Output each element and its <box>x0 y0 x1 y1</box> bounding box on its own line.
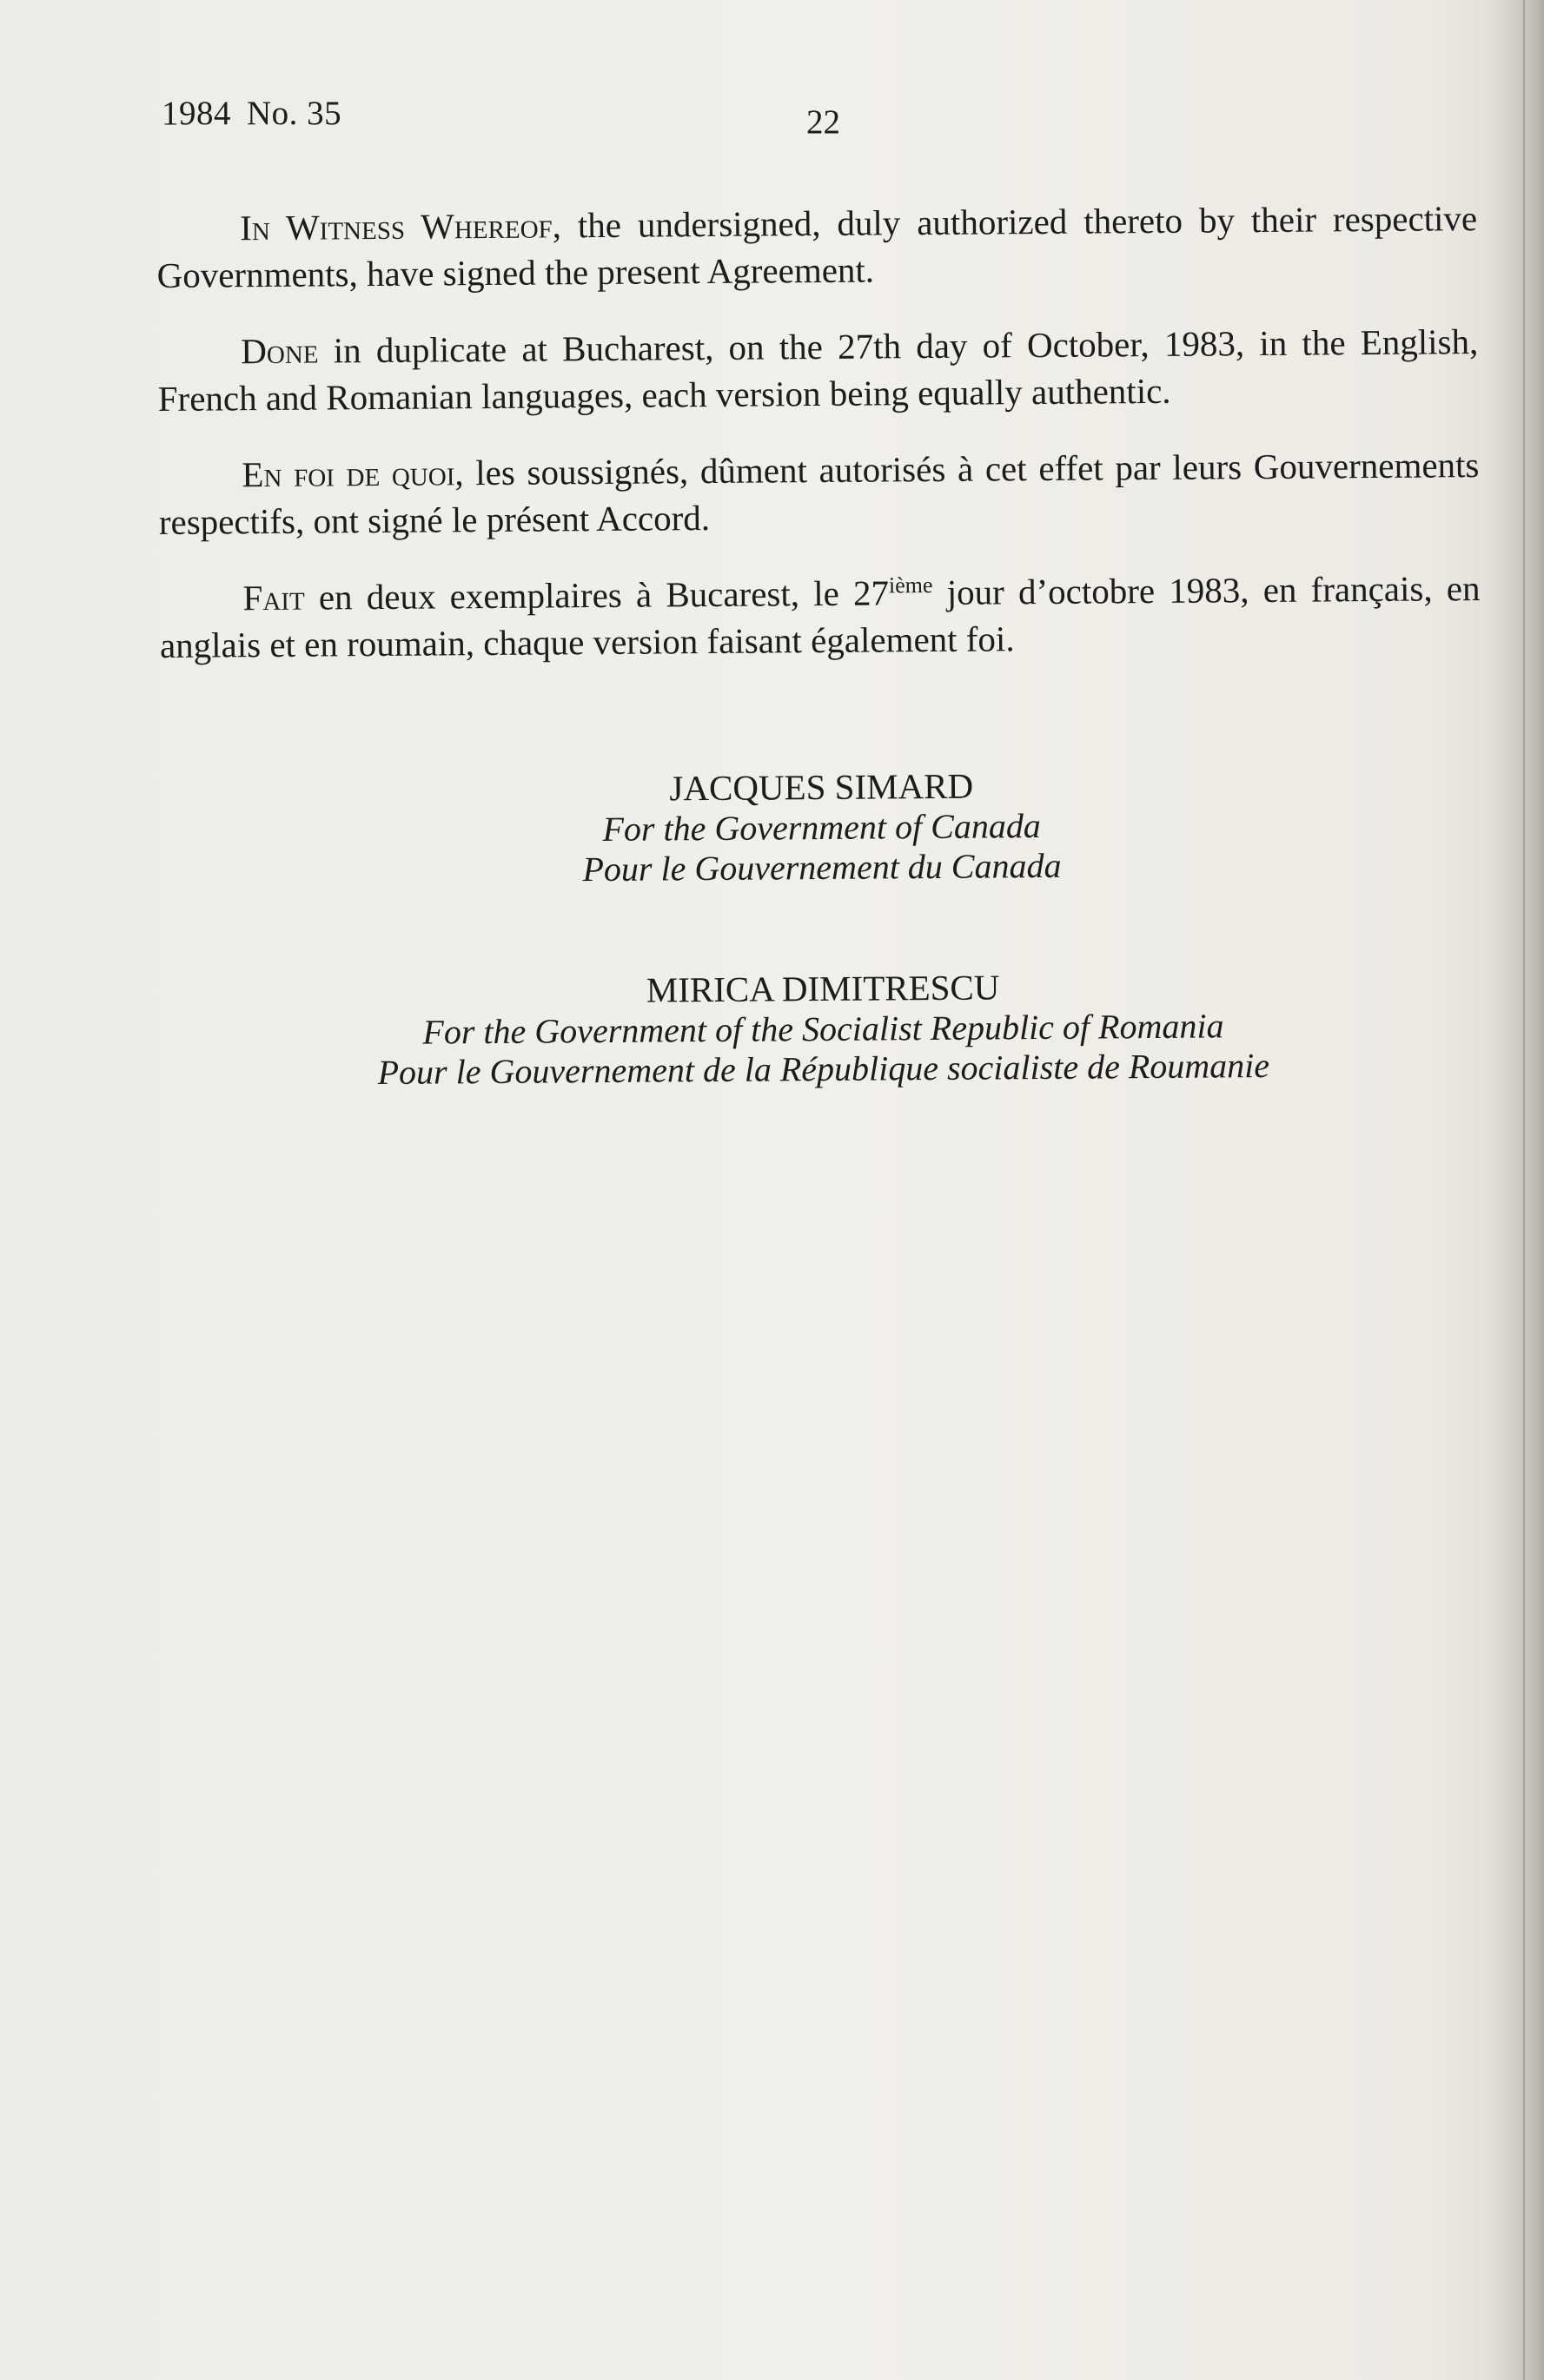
paragraph-done <box>157 318 1479 422</box>
ordinal-superscript: ième <box>888 572 933 598</box>
signature-block-canada <box>161 761 1482 893</box>
signatory-name: JACQUES SIMARD <box>669 765 974 809</box>
signatory-capacity-french: Pour le Gouvernement de la République socialiste de Roumanie <box>377 1045 1270 1093</box>
signatory-name: MIRICA DIMITRESCU <box>646 967 1000 1010</box>
paragraph-text: in duplicate at Bucharest, on the 27th day of October, 1983, in the English, French and Romanian languages, each version being equally authentic. <box>157 321 1479 419</box>
paragraph-in-witness-whereof <box>156 195 1478 299</box>
signatory-capacity-english: For the Government of the Socialist Republic of Romania <box>422 1006 1224 1052</box>
paragraph-text: the undersigned, duly authorized thereto by their respective Governments, have signed the present Agreement. <box>156 198 1478 295</box>
paragraph-fait <box>159 565 1481 669</box>
paragraph-lead: En foi de quoi, <box>242 453 464 495</box>
paragraph-text: les soussignés, dûment autorisés à cet effet par leurs Gouvernements respectifs, ont signé le présent Accord. <box>158 445 1480 542</box>
treaty-text <box>156 195 1481 1093</box>
paragraph-text-continued: jour d’octobre 1983, en français, en anglais et en roumain, chaque version faisant également foi. <box>159 568 1481 665</box>
paragraph-en-foi-de-quoi <box>158 441 1480 545</box>
paragraph-lead: Fait <box>242 577 305 618</box>
header-year: 1984 <box>162 95 231 132</box>
signatory-capacity-french: Pour le Gouvernement du Canada <box>582 845 1062 889</box>
running-header <box>162 94 341 133</box>
page-number: 22 <box>806 103 840 141</box>
paragraph-lead: In Witness Whereof, <box>240 205 562 248</box>
signatory-capacity-english: For the Government of Canada <box>602 806 1042 849</box>
paragraph-text: en deux exemplaires à Bucarest, le 27 <box>304 572 890 618</box>
signature-block-romania <box>162 962 1484 1094</box>
paragraph-lead: Done <box>241 330 319 372</box>
page-edge-line <box>1523 0 1525 2380</box>
header-treaty-number: No. 35 <box>247 95 342 132</box>
binding-shadow <box>1483 0 1544 2380</box>
